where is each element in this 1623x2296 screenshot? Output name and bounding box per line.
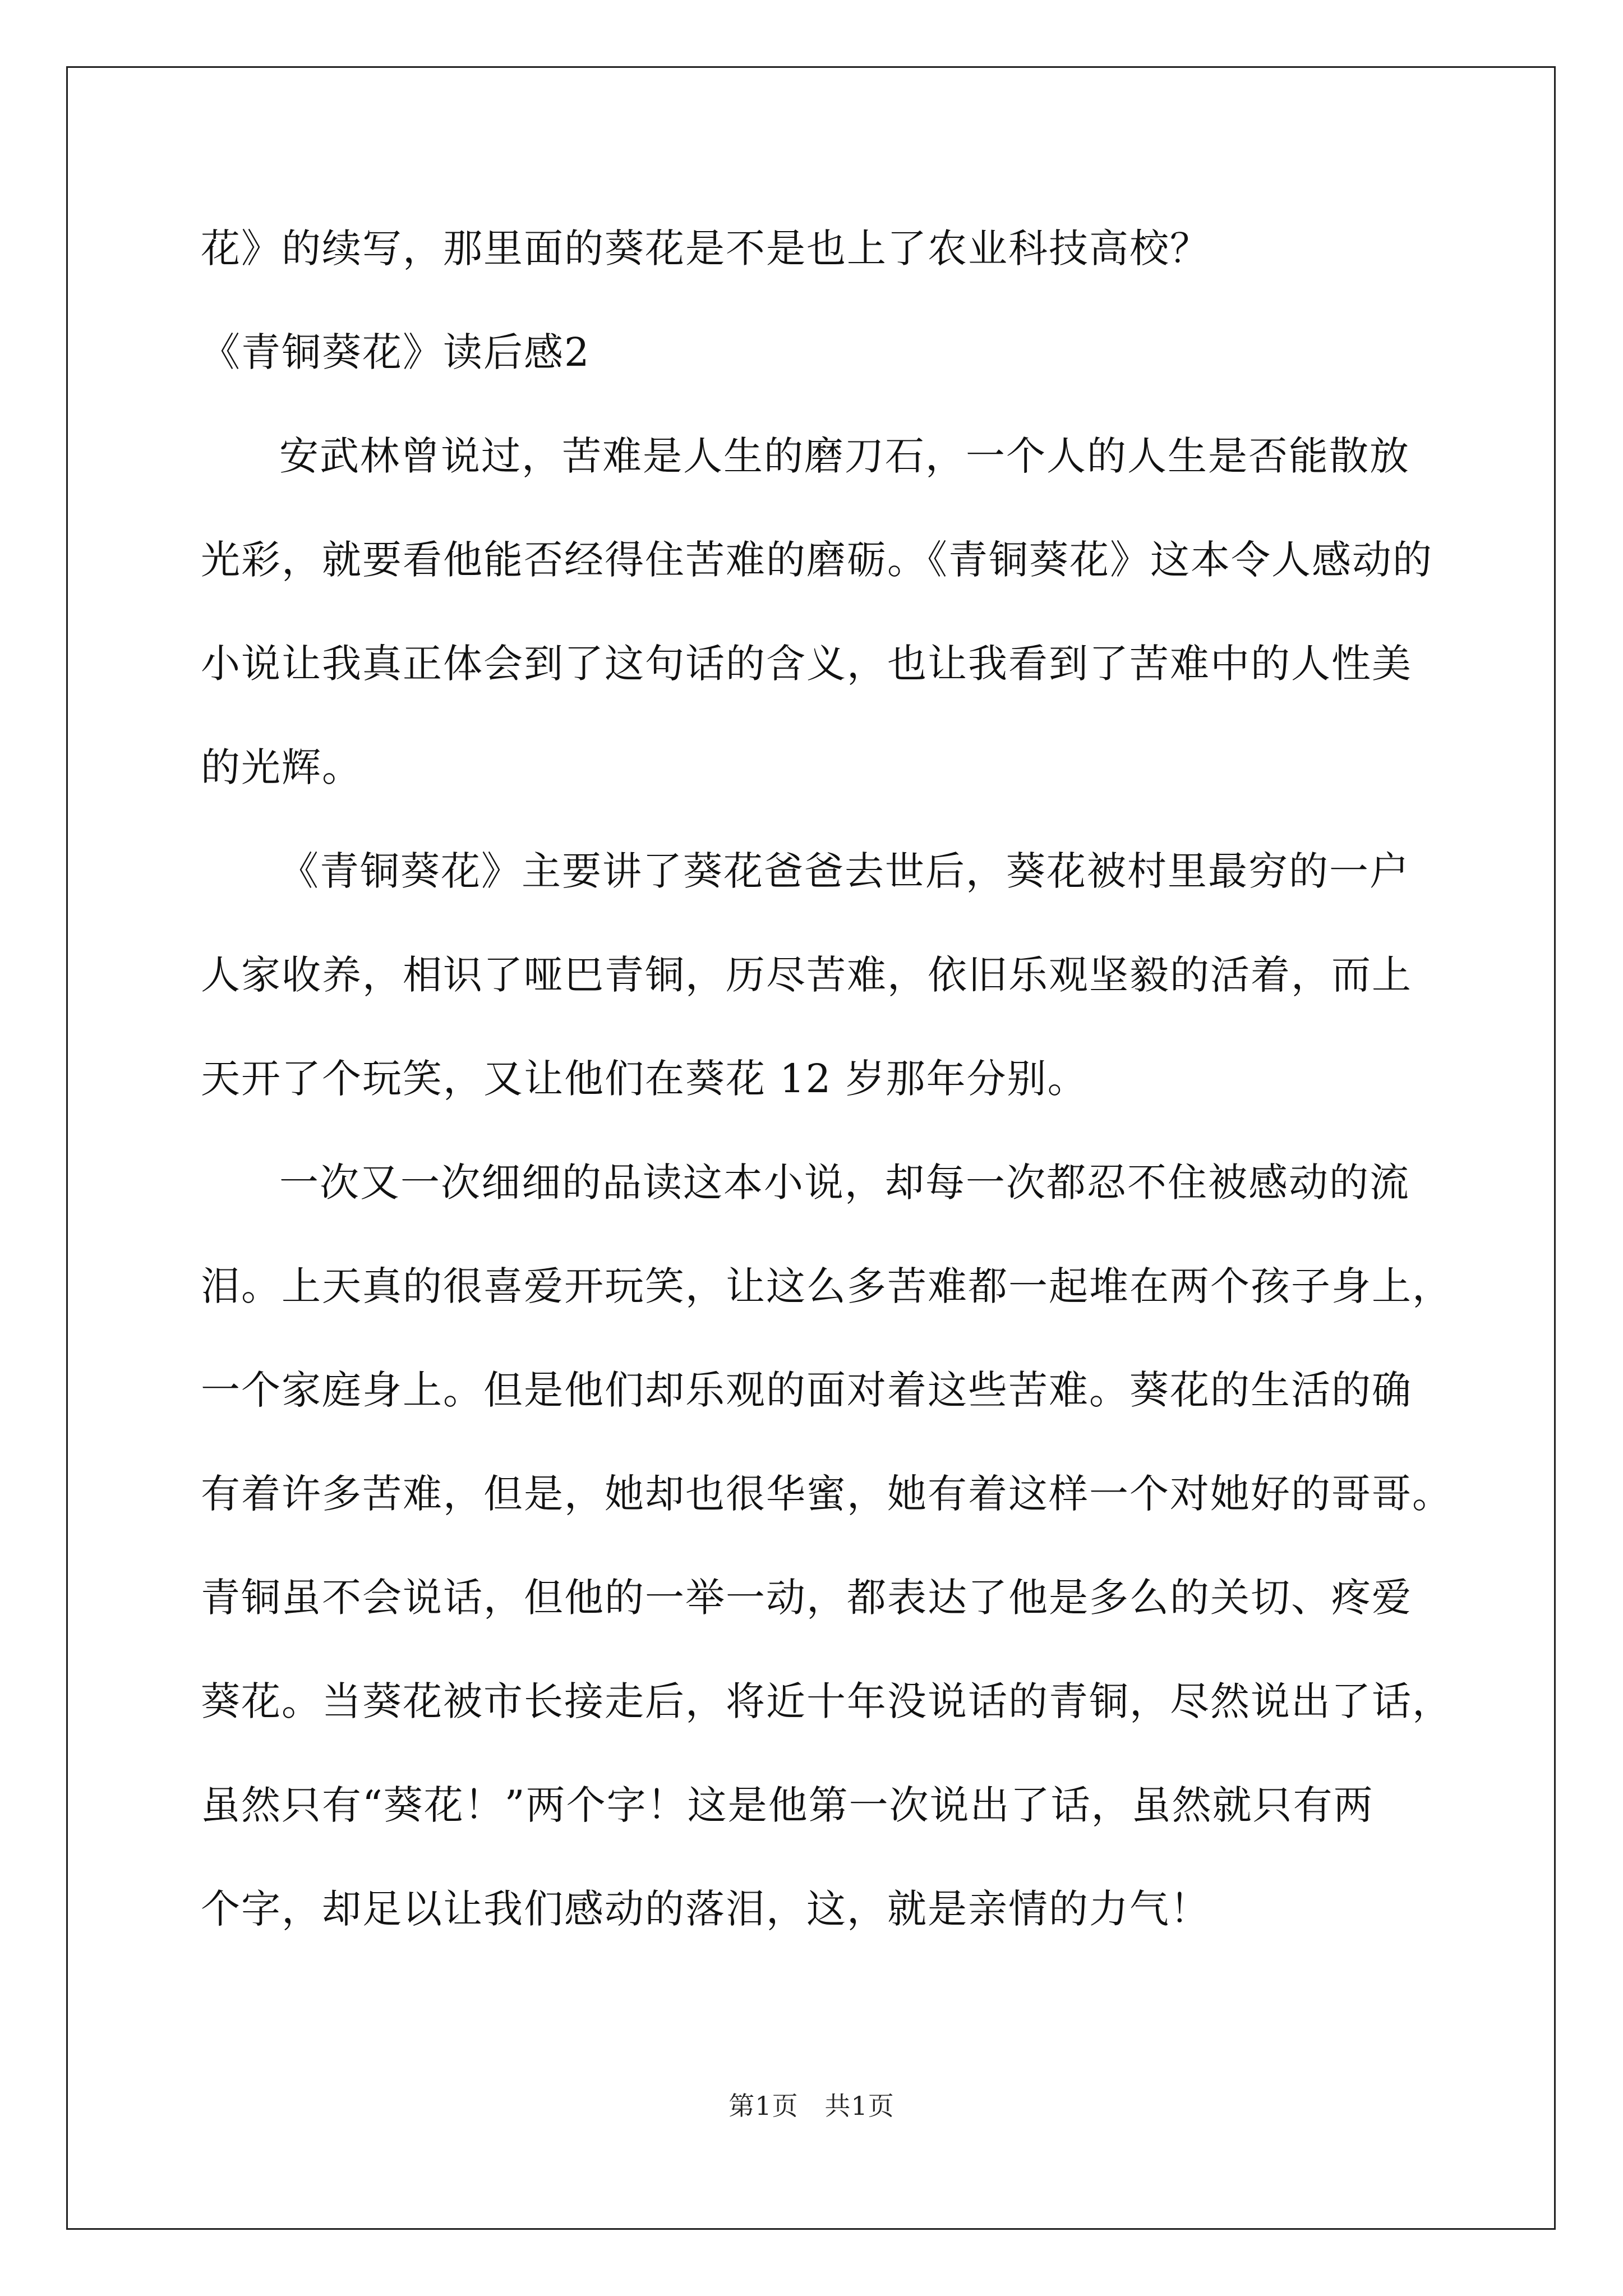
text-line: 光彩，就要看他能否经得住苦难的磨砺。《青铜葵花》这本令人感动的 [201, 537, 1433, 583]
document-body [201, 222, 1453, 1936]
text-line: 青铜虽不会说话，但他的一举一动，都表达了他是多么的关切、疼爱 [201, 1575, 1412, 1621]
text-line: 有着许多苦难，但是，她却也很华蜜，她有着这样一个对她好的哥哥。 [201, 1471, 1453, 1517]
text-line: 虽然只有“葵花！”两个字！这是他第一次说出了话，虽然就只有两 [201, 1782, 1374, 1828]
text-line: 葵花。当葵花被市长接走后，将近十年没说话的青铜，尽然说出了话， [201, 1678, 1453, 1724]
text-line: 一次又一次细细的品读这本小说，却每一次都忍不住被感动的流 [279, 1159, 1410, 1205]
text-line: 一个家庭身上。但是他们却乐观的面对着这些苦难。葵花的生活的确 [201, 1367, 1412, 1413]
text-line: 个字，却足以让我们感动的落泪，这，就是亲情的力气！ [201, 1886, 1210, 1932]
text-line: 的光辉。 [201, 744, 362, 790]
text-line: 安武林曾说过，苦难是人生的磨刀石，一个人的人生是否能散放 [279, 433, 1410, 479]
text-line: 小说让我真正体会到了这句话的含义，也让我看到了苦难中的人性美 [201, 641, 1412, 687]
text-line: 人家收养，相识了哑巴青铜，历尽苦难，依旧乐观坚毅的活着，而上 [201, 952, 1412, 998]
section-heading: 《青铜葵花》读后感2 [201, 329, 591, 375]
text-line: 《青铜葵花》主要讲了葵花爸爸去世后，葵花被村里最穷的一户 [279, 848, 1410, 894]
text-line: 花》的续写，那里面的葵花是不是也上了农业科技高校？ [201, 226, 1210, 272]
text-line: 泪。上天真的很喜爱开玩笑，让这么多苦难都一起堆在两个孩子身上， [201, 1263, 1453, 1309]
text-line: 天开了个玩笑，又让他们在葵花 12 岁那年分别。 [201, 1056, 1088, 1102]
page-number-footer: 第1页 共1页 [728, 2091, 895, 2121]
